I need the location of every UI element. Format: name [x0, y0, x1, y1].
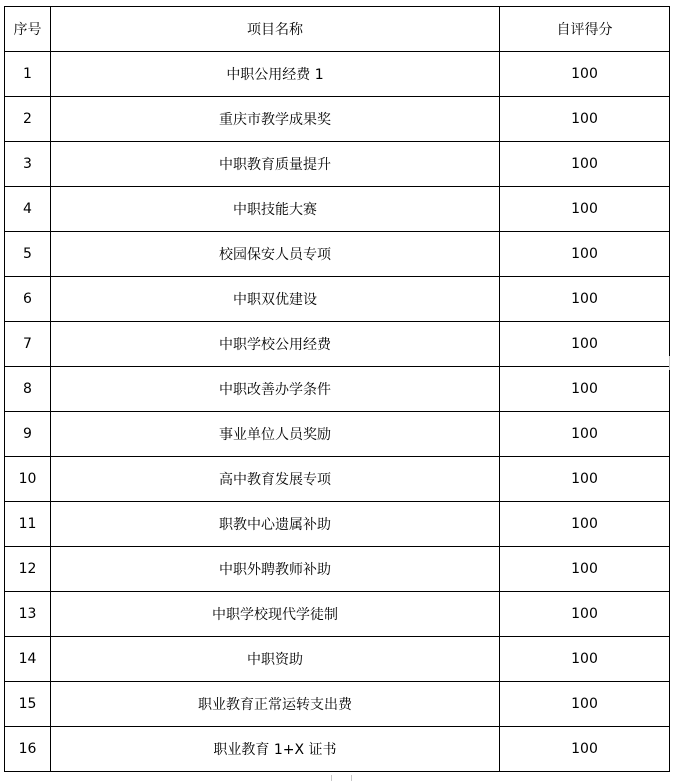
row-self-score: 100	[500, 232, 670, 277]
row-project-name: 重庆市教学成果奖	[51, 97, 500, 142]
row-self-score: 100	[500, 322, 670, 367]
table-row	[5, 187, 670, 232]
table-row	[5, 52, 670, 97]
row-project-name: 中职公用经费 1	[51, 52, 500, 97]
table-row	[5, 142, 670, 187]
row-project-name: 职业教育 1+X 证书	[51, 727, 500, 772]
row-index: 4	[5, 187, 51, 232]
row-index: 10	[5, 457, 51, 502]
row-index: 14	[5, 637, 51, 682]
row-project-name: 校园保安人员专项	[51, 232, 500, 277]
row-project-name: 中职教育质量提升	[51, 142, 500, 187]
table-row	[5, 547, 670, 592]
table-row	[5, 637, 670, 682]
header-index: 序号	[5, 7, 51, 52]
row-self-score: 100	[500, 592, 670, 637]
row-project-name: 中职学校公用经费	[51, 322, 500, 367]
row-project-name: 中职资助	[51, 637, 500, 682]
score-table	[4, 6, 670, 772]
row-project-name: 中职外聘教师补助	[51, 547, 500, 592]
table-row	[5, 277, 670, 322]
table-row	[5, 232, 670, 277]
row-self-score: 100	[500, 142, 670, 187]
row-index: 11	[5, 502, 51, 547]
row-index: 8	[5, 367, 51, 412]
row-index: 2	[5, 97, 51, 142]
row-index: 12	[5, 547, 51, 592]
bottom-marker	[351, 775, 352, 781]
row-self-score: 100	[500, 367, 670, 412]
row-self-score: 100	[500, 52, 670, 97]
row-self-score: 100	[500, 637, 670, 682]
row-project-name: 中职技能大赛	[51, 187, 500, 232]
row-project-name: 中职双优建设	[51, 277, 500, 322]
table-row	[5, 682, 670, 727]
header-row	[5, 7, 670, 52]
row-index: 9	[5, 412, 51, 457]
table-row	[5, 367, 670, 412]
row-self-score: 100	[500, 502, 670, 547]
row-self-score: 100	[500, 412, 670, 457]
row-project-name: 中职改善办学条件	[51, 367, 500, 412]
table-row	[5, 592, 670, 637]
row-index: 16	[5, 727, 51, 772]
table-row	[5, 412, 670, 457]
row-index: 5	[5, 232, 51, 277]
row-self-score: 100	[500, 547, 670, 592]
header-self-score: 自评得分	[500, 7, 670, 52]
row-project-name: 事业单位人员奖励	[51, 412, 500, 457]
row-self-score: 100	[500, 682, 670, 727]
row-project-name: 高中教育发展专项	[51, 457, 500, 502]
table-row	[5, 502, 670, 547]
row-project-name: 职业教育正常运转支出费	[51, 682, 500, 727]
row-self-score: 100	[500, 187, 670, 232]
row-index: 3	[5, 142, 51, 187]
row-index: 7	[5, 322, 51, 367]
table-row	[5, 457, 670, 502]
table-body	[5, 52, 670, 772]
row-index: 6	[5, 277, 51, 322]
table-header	[5, 7, 670, 52]
table-row	[5, 97, 670, 142]
row-project-name: 职教中心遗属补助	[51, 502, 500, 547]
bottom-marker	[331, 775, 332, 781]
row-index: 13	[5, 592, 51, 637]
row-self-score: 100	[500, 97, 670, 142]
row-index: 1	[5, 52, 51, 97]
row-project-name: 中职学校现代学徒制	[51, 592, 500, 637]
header-project-name: 项目名称	[51, 7, 500, 52]
edge-marker	[669, 356, 673, 370]
table-row	[5, 727, 670, 772]
row-self-score: 100	[500, 727, 670, 772]
row-self-score: 100	[500, 457, 670, 502]
row-index: 15	[5, 682, 51, 727]
row-self-score: 100	[500, 277, 670, 322]
table-row	[5, 322, 670, 367]
